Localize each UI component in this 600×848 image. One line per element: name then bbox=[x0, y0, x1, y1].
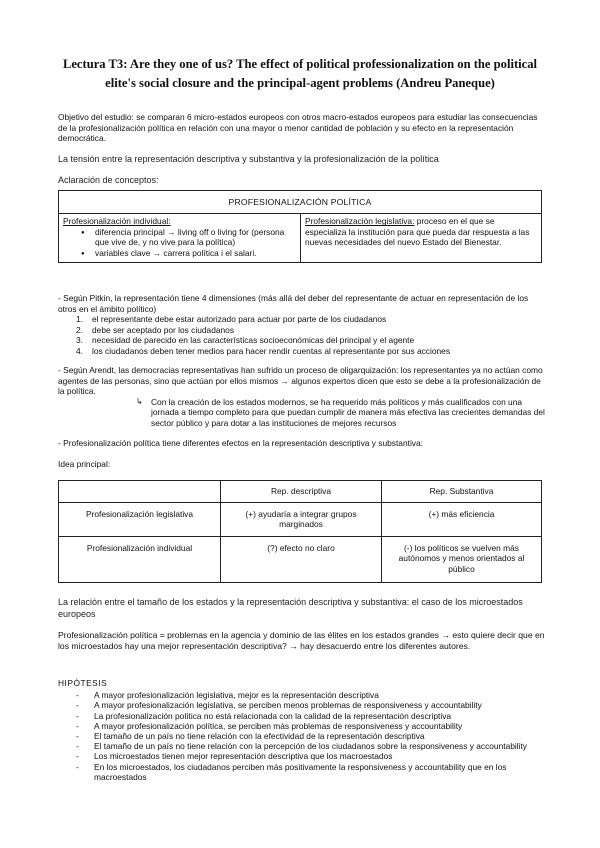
concepts-label: Aclaración de conceptos: bbox=[58, 175, 159, 185]
hypotheses-title: HIPÓTESIS bbox=[58, 678, 108, 688]
list-item: - El tamaño de un país no tiene relación con la efectividad de la representación descriptiva bbox=[58, 731, 548, 741]
study-objective: Objetivo del estudio: se comparan 6 micro-estados europeos con otros macro-estados europeos para estudiar las consecuencias de la profesionalización política en relación con una mayor o menor cantidad de población y su efecto en la representación democrática. bbox=[58, 112, 538, 144]
table-row bbox=[59, 536, 542, 582]
list-item: 4. los ciudadanos deben tener medios para hacer rendir cuentas al representante por sus acciones bbox=[76, 345, 451, 356]
concept-table bbox=[58, 190, 542, 263]
table-cell: (+) ayudaría a integrar grupos marginados bbox=[221, 502, 382, 536]
arendt-subpoint: ↳ Con la creación de los estados modernos, se ha requerido más políticos y más cualificados con una jornada a tiempo completo para que puedan cumplir de manera más efectiva las crecientes demandas del sector público y para dotar a las instituciones de mejores recursos bbox=[136, 396, 545, 428]
arendt-text: - Según Arendt, las democracias representativas han sufrido un proceso de oligarquización: los representantes ya no actúan como agentes de las personas, sino que actúan por ellos mismos → algunos expertos dicen que esto se debe a la profesionalización de la política. bbox=[58, 365, 543, 397]
individual-list bbox=[63, 227, 296, 258]
table-cell: (+) más eficiencia bbox=[382, 502, 542, 536]
legislative-label: Profesionalización legislativa: bbox=[305, 216, 415, 227]
table-cell: (?) efecto no claro bbox=[221, 536, 382, 582]
table-cell: Profesionalización individual bbox=[59, 536, 221, 582]
list-item: - A mayor profesionalización política, se perciben más problemas de responsiveness y accountability bbox=[58, 721, 548, 731]
list-item: ● diferencia principal → living off o living for (persona que vive de, y no vive para la política) bbox=[63, 227, 296, 248]
individual-label: Profesionalización individual: bbox=[63, 216, 171, 227]
legislative-text: proceso en el que se especializa la institución para que pueda dar respuesta a las nuevas necesidades del nuevo Estado del Bienestar. bbox=[305, 216, 530, 248]
list-item: ● variables clave → carrera política i el salari. bbox=[63, 248, 296, 258]
list-item: 3. necesidad de parecido en las características socioeconómicas del principal y el agente bbox=[76, 335, 415, 346]
list-item: - A mayor profesionalización legislativa, se perciben menos problemas de responsiveness y accountability bbox=[58, 700, 548, 710]
tension-heading: La tensión entre la representación descriptiva y substantiva y la profesionalización de la política bbox=[58, 154, 439, 164]
idea-label: Idea principal: bbox=[58, 459, 111, 469]
effects-intro: - Profesionalización política tiene diferentes efectos en la representación descriptiva y substantiva: bbox=[58, 438, 423, 448]
list-item: 2. debe ser aceptado por los ciudadanos bbox=[76, 324, 235, 335]
individual-cell bbox=[59, 214, 301, 263]
list-item: - En los microestados, los ciudadanos perciben más positivamente la responsiveness y accountability que en los macroestados bbox=[58, 762, 548, 782]
table-cell: (-) los políticos se vuelven más autónomos y menos orientados al público bbox=[382, 536, 542, 582]
pitkin-list bbox=[58, 314, 546, 356]
list-item: - El tamaño de un país no tiene relación con la percepción de los ciudadanos sobre la responsiveness y accountability bbox=[58, 741, 548, 751]
relation-text: Profesionalización política = problemas en la agencia y dominio de las élites en los estados grandes → esto quiere decir que en los microestados hay una mejor representación descriptiva? → hay desacuerdo entre los diferentes autores. bbox=[58, 630, 545, 651]
document-title: Lectura T3: Are they one of us? The effect of political professionalization on the political elite's social closure and the principal-agent problems (Andreu Paneque) bbox=[62, 57, 538, 90]
hypotheses-section bbox=[58, 678, 548, 782]
list-item: - La profesionalización política no está relacionada con la calidad de la representación descriptiva bbox=[58, 711, 548, 721]
table-cell: Profesionalización legislativa bbox=[59, 502, 221, 536]
effects-table bbox=[58, 480, 542, 583]
legislative-cell bbox=[301, 214, 542, 263]
table-header-row bbox=[59, 481, 542, 503]
pitkin-intro: - Según Pitkin, la representación tiene 4 dimensiones (más allá del deber del representante de actuar en representación de los otros en el ámbito político) bbox=[58, 293, 529, 314]
concept-table-header: PROFESIONALIZACIÓN POLÍTICA bbox=[59, 191, 542, 214]
list-item: - A mayor profesionalización legislativa, mejor es la representación descriptiva bbox=[58, 690, 548, 700]
table-cell: Rep. Substantiva bbox=[382, 481, 542, 503]
arrow-icon: ↳ bbox=[136, 396, 143, 406]
relation-heading: La relación entre el tamaño de los estados y la representación descriptiva y substantiva: el caso de los microestados europeos bbox=[58, 597, 523, 619]
table-cell bbox=[59, 481, 221, 503]
pitkin-section bbox=[58, 293, 546, 357]
list-item: - Los microestados tienen mejor representación descriptiva que los macroestados bbox=[58, 751, 548, 761]
table-cell: Rep. descriptiva bbox=[221, 481, 382, 503]
list-item: 1. el representante debe estar autorizado para actuar por parte de los ciudadanos bbox=[76, 314, 387, 325]
hypotheses-list bbox=[58, 690, 548, 782]
arendt-section bbox=[58, 365, 546, 429]
table-row bbox=[59, 502, 542, 536]
